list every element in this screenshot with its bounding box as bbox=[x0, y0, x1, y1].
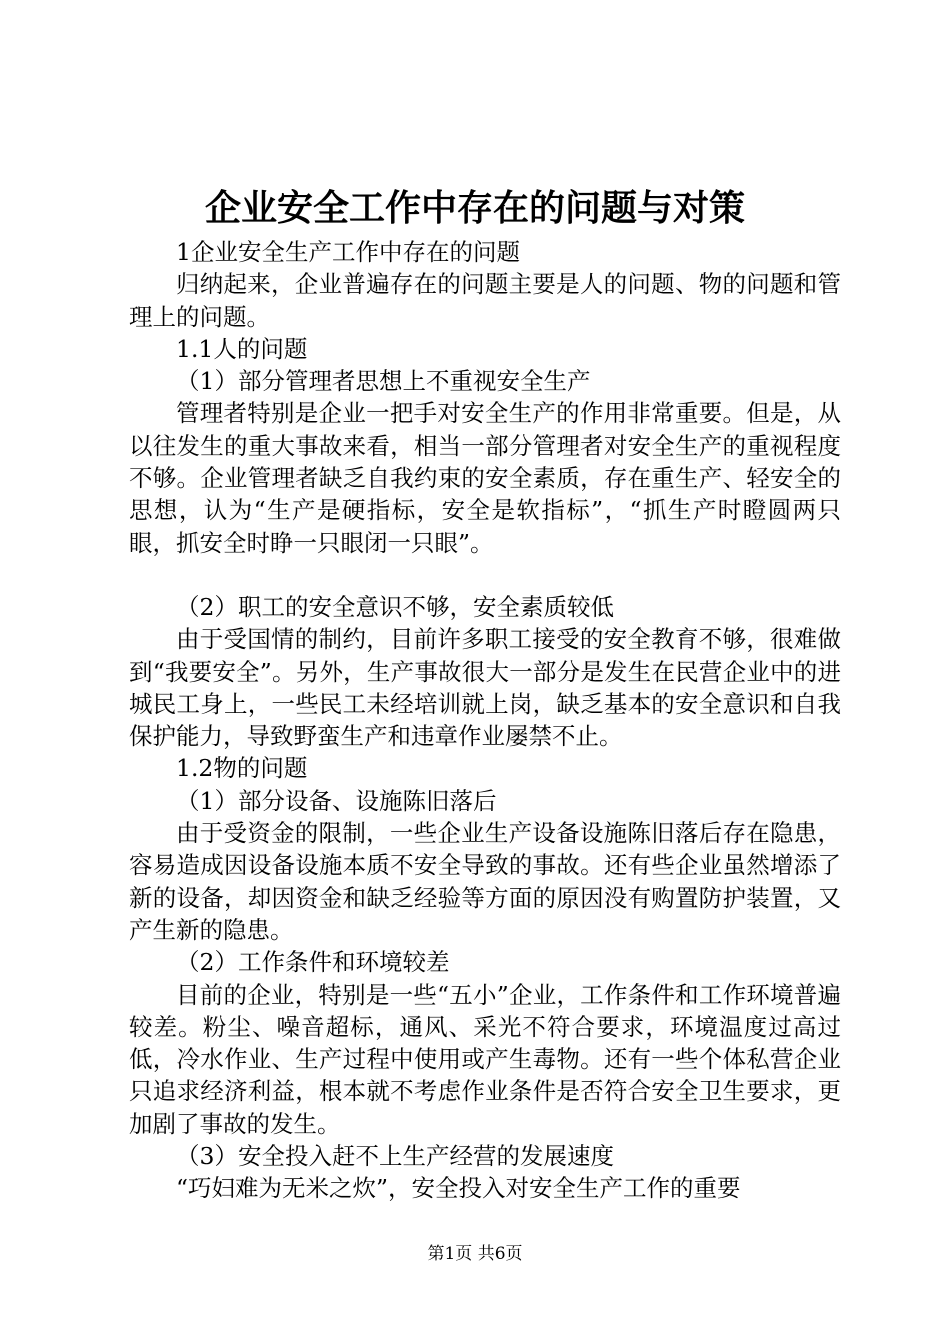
subsection-heading: 1.2物的问题 bbox=[176, 754, 308, 783]
paragraph-spacer bbox=[129, 559, 841, 591]
paragraph: 管理者特别是企业一把手对安全生产的作用非常重要。但是，从以往发生的重大事故来看，相当一部分管理者对安全生产的重视程度不够。企业管理者缺乏自我约束的安全素质，存在重生产、轻安全的思想，认为“生产是硬指标，安全是软指标”，“抓生产时瞪圆两只眼，抓安全时睁一只眼闭一只眼”。 bbox=[129, 399, 841, 557]
paragraph: 目前的企业，特别是一些“五小”企业，工作条件和工作环境普遍较差。粉尘、噪音超标，通风、采光不符合要求，环境温度过高过低，冷水作业、生产过程中使用或产生毒物。还有一些个体私营企业只追求经济利益，根本就不考虑作业条件是否符合安全卫生要求，更加剧了事故的发生。 bbox=[129, 980, 841, 1138]
item-heading: （2）工作条件和环境较差 bbox=[176, 948, 450, 977]
paragraph: 归纳起来，企业普遍存在的问题主要是人的问题、物的问题和管理上的问题。 bbox=[129, 270, 841, 331]
paragraph: 由于受国情的制约，目前许多职工接受的安全教育不够，很难做到“我要安全”。另外，生产事故很大一部分是发生在民营企业中的进城民工身上，一些民工未经培训就上岗，缺乏基本的安全意识和自我保护能力，导致野蛮生产和违章作业屡禁不止。 bbox=[129, 625, 841, 751]
page-footer: 第1页 共6页 bbox=[427, 1244, 523, 1264]
item-heading: （2）职工的安全意识不够，安全素质较低 bbox=[176, 592, 614, 621]
item-heading: （1）部分管理者思想上不重视安全生产 bbox=[176, 367, 591, 396]
section-heading: 1企业安全生产工作中存在的问题 bbox=[176, 238, 520, 266]
document-title: 企业安全工作中存在的问题与对策 bbox=[204, 187, 745, 229]
paragraph: “巧妇难为无米之炊”，安全投入对安全生产工作的重要 bbox=[176, 1174, 741, 1203]
subsection-heading: 1.1人的问题 bbox=[176, 334, 308, 363]
item-heading: （3）安全投入赶不上生产经营的发展速度 bbox=[176, 1142, 614, 1171]
paragraph: 由于受资金的限制，一些企业生产设备设施陈旧落后存在隐患，容易造成因设备设施本质不安全导致的事故。还有些企业虽然增添了新的设备，却因资金和缺乏经验等方面的原因没有购置防护装置，又产生新的隐患。 bbox=[129, 819, 841, 944]
item-heading: （1）部分设备、设施陈旧落后 bbox=[176, 786, 497, 815]
document-body bbox=[129, 236, 841, 1205]
